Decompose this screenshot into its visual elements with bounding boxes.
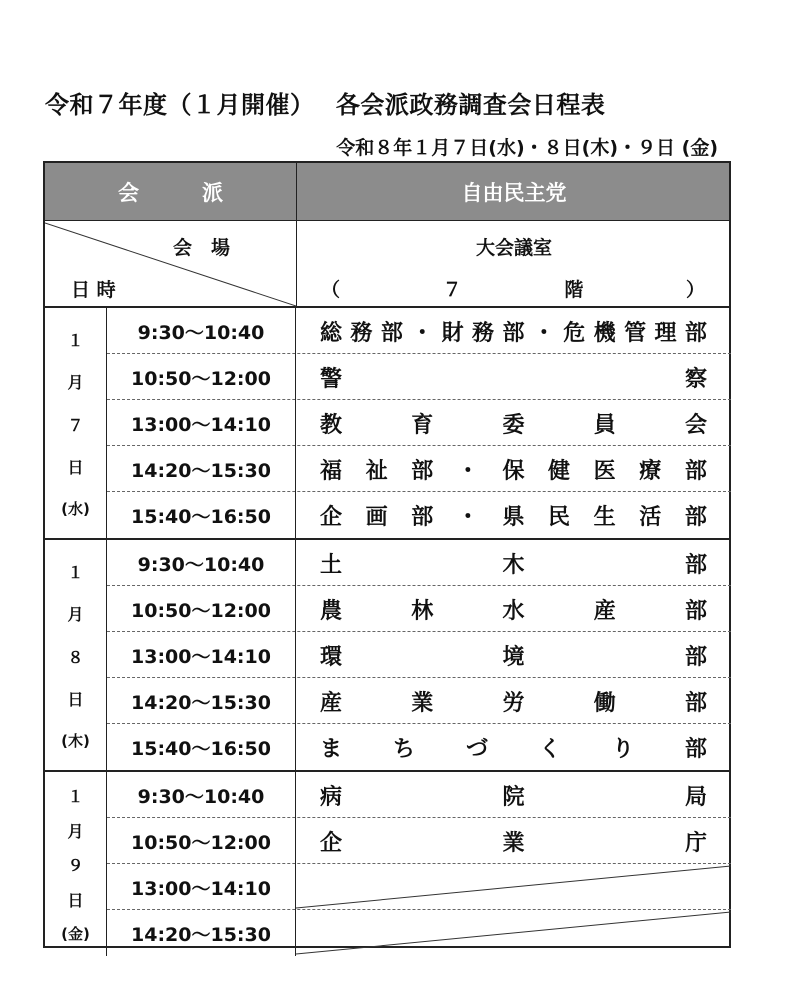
floor-unit: 階 <box>564 279 584 301</box>
department-name <box>296 446 731 492</box>
department-char: 管 <box>624 320 647 346</box>
department-name <box>296 632 731 678</box>
day-of-week: (木) <box>61 731 90 750</box>
empty-slot-diagonal <box>296 864 731 910</box>
time-slot: 14:20〜15:30 <box>107 678 296 724</box>
party-name: 自由民主党 <box>296 163 731 220</box>
day-of-week: (金) <box>61 925 90 944</box>
time-slot: 15:40〜16:50 <box>107 724 296 770</box>
time-slot: 10:50〜12:00 <box>107 586 296 632</box>
day-label-char: 日 <box>67 690 84 709</box>
department-char: 祉 <box>365 458 388 484</box>
faction-header: 会 派 <box>118 180 223 205</box>
department-char: 生 <box>593 504 616 530</box>
day-label-char: １ <box>67 562 84 582</box>
department-char: 労 <box>502 690 525 716</box>
datetime-label: 日 時 <box>71 279 116 301</box>
department-name <box>296 492 731 538</box>
department-char: 員 <box>593 412 616 438</box>
department-char: 働 <box>593 690 616 716</box>
department-char: ・ <box>456 504 479 530</box>
department-name <box>296 678 731 724</box>
time-slot: 10:50〜12:00 <box>107 818 296 864</box>
day-label <box>45 540 107 770</box>
day-label-char: 日 <box>67 458 84 477</box>
floor-open-paren: （ <box>321 279 341 301</box>
department-char: 財 <box>441 320 464 346</box>
department-char: ち <box>392 736 415 762</box>
time-slot: 13:00〜14:10 <box>107 864 296 910</box>
time-slot: 15:40〜16:50 <box>107 492 296 538</box>
day-block <box>45 308 729 540</box>
schedule-row <box>107 910 731 956</box>
department-char: 部 <box>411 458 434 484</box>
time-slot: 9:30〜10:40 <box>107 308 296 354</box>
venue-row <box>45 221 729 308</box>
empty-slot <box>296 864 731 910</box>
department-char: 部 <box>411 504 434 530</box>
department-char: 木 <box>502 552 525 578</box>
department-char: 会 <box>684 412 707 438</box>
time-slot: 14:20〜15:30 <box>107 446 296 492</box>
department-char: 部 <box>684 736 707 762</box>
department-char: 活 <box>639 504 662 530</box>
day-label <box>45 308 107 538</box>
venue-label: 会 場 <box>173 237 231 259</box>
department-name <box>296 308 731 354</box>
time-slot: 9:30〜10:40 <box>107 772 296 818</box>
day-label-char: ８ <box>67 647 84 667</box>
empty-slot-diagonal <box>296 910 731 956</box>
schedule-row <box>107 586 731 632</box>
department-char: 務 <box>350 320 373 346</box>
department-char: 保 <box>502 458 525 484</box>
department-char: 病 <box>320 784 343 810</box>
schedule-row <box>107 540 731 586</box>
department-name <box>296 540 731 586</box>
day-of-week: (水) <box>61 499 90 518</box>
day-block <box>45 540 729 772</box>
department-char: 部 <box>684 320 707 346</box>
page-title: 令和７年度（１月開催） 各会派政務調査会日程表 <box>45 91 606 119</box>
day-label-char: １ <box>67 330 84 350</box>
schedule-row <box>107 400 731 446</box>
department-char: 察 <box>684 366 707 392</box>
department-char: 部 <box>684 644 707 670</box>
schedule-row <box>107 818 731 864</box>
department-char: 民 <box>548 504 571 530</box>
floor-close-paren: ） <box>685 279 705 301</box>
day-label-char: ９ <box>67 856 84 876</box>
department-name <box>296 586 731 632</box>
department-char: 総 <box>320 320 343 346</box>
schedule-row <box>107 772 731 818</box>
department-char: 務 <box>472 320 495 346</box>
department-char: 局 <box>684 784 707 810</box>
venue-floor <box>321 275 705 302</box>
day-label-char: ７ <box>67 415 84 435</box>
time-slot: 14:20〜15:30 <box>107 910 296 956</box>
department-char: ・ <box>456 458 479 484</box>
department-char: 医 <box>593 458 616 484</box>
time-slot: 9:30〜10:40 <box>107 540 296 586</box>
department-char: 部 <box>380 320 403 346</box>
department-char: 院 <box>502 784 525 810</box>
department-char: 教 <box>320 412 343 438</box>
department-char: 画 <box>365 504 388 530</box>
department-char: 境 <box>502 644 525 670</box>
date-range: 令和８年１月７日(水)・８日(木)・９日 (金) <box>336 137 718 159</box>
department-char: 療 <box>639 458 662 484</box>
day-label-char: 日 <box>67 891 84 911</box>
department-char: 林 <box>411 598 434 624</box>
day-label-char: 月 <box>67 821 84 841</box>
department-char: 警 <box>320 366 343 392</box>
department-char: 産 <box>320 690 343 716</box>
department-char: ・ <box>411 320 434 346</box>
department-char: 水 <box>502 598 525 624</box>
department-char: ・ <box>532 320 555 346</box>
day-label-char: １ <box>67 786 84 806</box>
department-name <box>296 400 731 446</box>
time-slot: 10:50〜12:00 <box>107 354 296 400</box>
department-char: 環 <box>320 644 343 670</box>
schedule-row <box>107 354 731 400</box>
department-char: く <box>538 736 561 762</box>
department-char: づ <box>465 736 488 762</box>
time-slot: 13:00〜14:10 <box>107 632 296 678</box>
schedule-row <box>107 724 731 770</box>
department-char: ま <box>320 736 343 762</box>
time-slot: 13:00〜14:10 <box>107 400 296 446</box>
department-char: 業 <box>411 690 434 716</box>
schedule-row <box>107 632 731 678</box>
department-char: 庁 <box>684 830 707 856</box>
department-char: 機 <box>593 320 616 346</box>
venue-name: 大会議室 <box>475 237 552 259</box>
department-name <box>296 724 731 770</box>
department-char: 土 <box>320 552 343 578</box>
department-char: 委 <box>502 412 525 438</box>
department-char: 健 <box>548 458 571 484</box>
schedule-row <box>107 678 731 724</box>
department-char: 企 <box>320 504 343 530</box>
department-name <box>296 772 731 818</box>
venue-datetime-cell <box>45 221 296 306</box>
department-char: 危 <box>563 320 586 346</box>
day-label <box>45 772 107 956</box>
department-char: 部 <box>502 320 525 346</box>
department-char: 農 <box>320 598 343 624</box>
day-block <box>45 772 729 956</box>
schedule-row <box>107 308 731 354</box>
venue-cell <box>296 221 731 306</box>
department-char: 部 <box>684 552 707 578</box>
day-label-char: 月 <box>67 605 84 624</box>
department-char: 理 <box>654 320 677 346</box>
department-char: 部 <box>684 458 707 484</box>
header-row <box>45 163 729 221</box>
department-char: 部 <box>684 504 707 530</box>
department-char: 育 <box>411 412 434 438</box>
schedule-row <box>107 864 731 910</box>
empty-slot <box>296 910 731 956</box>
department-char: り <box>611 736 634 762</box>
department-char: 県 <box>502 504 525 530</box>
department-name <box>296 818 731 864</box>
department-char: 企 <box>320 830 343 856</box>
department-char: 業 <box>502 830 525 856</box>
day-label-char: 月 <box>67 373 84 392</box>
department-char: 部 <box>684 690 707 716</box>
schedule-row <box>107 446 731 492</box>
floor-number: ７ <box>442 279 462 301</box>
department-char: 産 <box>593 598 616 624</box>
schedule-row <box>107 492 731 538</box>
department-char: 部 <box>684 598 707 624</box>
department-char: 福 <box>320 458 343 484</box>
schedule-table <box>43 161 731 948</box>
department-name <box>296 354 731 400</box>
